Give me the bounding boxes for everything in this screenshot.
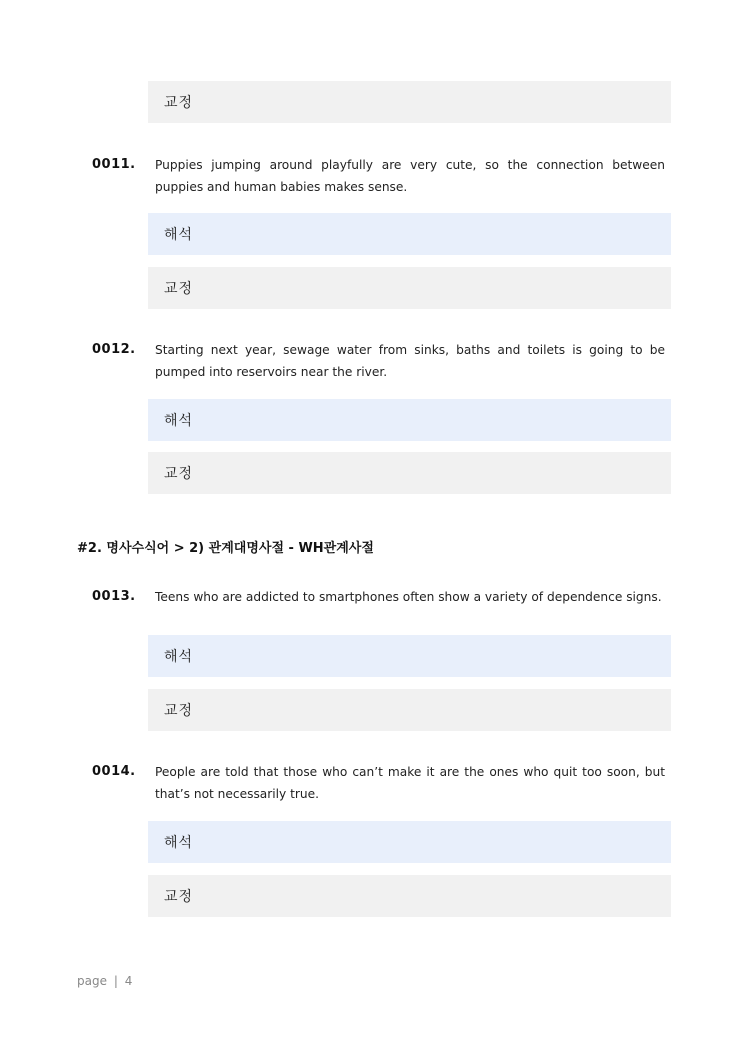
correction-box[interactable] [148,689,671,731]
correction-box[interactable] [148,875,671,917]
interpretation-label: 해석 [164,835,194,851]
item-sentence: Puppies jumping around playfully are very cute, so the connection between puppies and human babies makes sense. [155,158,665,194]
page-number: 4 [124,974,133,988]
correction-box[interactable] [148,267,671,309]
item-sentence: Starting next year, sewage water from sinks, baths and toilets is going to be pumped into reservoirs near the river. [155,343,665,379]
interpretation-box[interactable] [148,213,671,255]
correction-box[interactable] [148,452,671,494]
page-separator: | [113,974,118,988]
item-number: 0013. [92,589,136,604]
page-footer [77,974,132,988]
correction-box[interactable] [148,81,671,123]
interpretation-box[interactable] [148,635,671,677]
item-number: 0014. [92,764,136,779]
interpretation-label: 해석 [164,413,194,429]
item-number: 0012. [92,342,136,357]
section-heading: #2. 명사수식어 > 2) 관계대명사절 - WH관계사절 [77,541,374,556]
correction-label: 교정 [164,95,194,111]
correction-label: 교정 [164,889,194,905]
correction-label: 교정 [164,466,194,482]
interpretation-box[interactable] [148,399,671,441]
correction-label: 교정 [164,703,194,719]
interpretation-box[interactable] [148,821,671,863]
page-label: page [77,974,107,988]
item-number: 0011. [92,157,136,172]
item-sentence: Teens who are addicted to smartphones often show a variety of dependence signs. [155,590,662,604]
interpretation-label: 해석 [164,649,194,665]
correction-label: 교정 [164,281,194,297]
interpretation-label: 해석 [164,227,194,243]
item-sentence: People are told that those who can’t make it are the ones who quit too soon, but that’s not necessarily true. [155,765,665,801]
